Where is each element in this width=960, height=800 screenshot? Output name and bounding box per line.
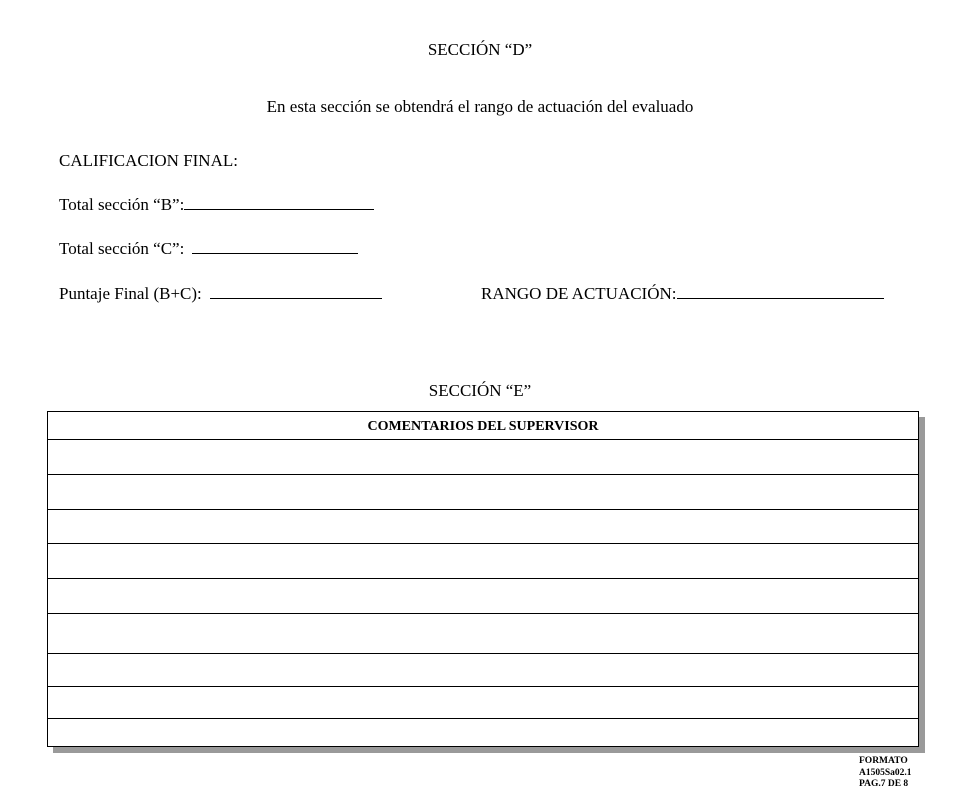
comment-row[interactable] <box>48 718 918 747</box>
total-c-row <box>59 239 358 259</box>
comment-row[interactable] <box>48 613 918 654</box>
rango-actuacion-row <box>481 284 884 304</box>
comment-row[interactable] <box>48 653 918 687</box>
rango-actuacion-label: RANGO DE ACTUACIÓN: <box>481 284 677 303</box>
page-number: PAG.7 DE 8 <box>859 779 909 789</box>
total-b-blank[interactable] <box>184 195 374 210</box>
comment-row[interactable] <box>48 439 918 475</box>
comments-table-header: COMENTARIOS DEL SUPERVISOR <box>367 419 599 434</box>
section-d-subtitle: En esta sección se obtendrá el rango de actuación del evaluado <box>266 97 694 116</box>
comment-row[interactable] <box>48 474 918 510</box>
format-id: A1505Sa02.1 <box>859 767 912 778</box>
total-b-label: Total sección “B”: <box>59 195 185 214</box>
puntaje-final-blank[interactable] <box>210 284 382 299</box>
total-c-blank[interactable] <box>192 239 358 254</box>
format-label: FORMATO <box>859 756 908 766</box>
total-b-row <box>59 195 374 215</box>
comment-row[interactable] <box>48 509 918 544</box>
puntaje-final-row <box>59 284 382 304</box>
puntaje-final-label: Puntaje Final (B+C): <box>59 284 202 303</box>
comment-row[interactable] <box>48 578 918 614</box>
section-d-title: SECCIÓN “D” <box>427 40 533 59</box>
section-e-title: SECCIÓN “E” <box>428 381 532 400</box>
format-code <box>859 756 912 791</box>
calificacion-final-label: CALIFICACION FINAL: <box>59 151 238 170</box>
comment-row[interactable] <box>48 543 918 579</box>
rango-actuacion-blank[interactable] <box>677 284 884 299</box>
comment-row[interactable] <box>48 686 918 719</box>
comments-table <box>47 411 919 747</box>
total-c-label: Total sección “C”: <box>59 239 185 258</box>
